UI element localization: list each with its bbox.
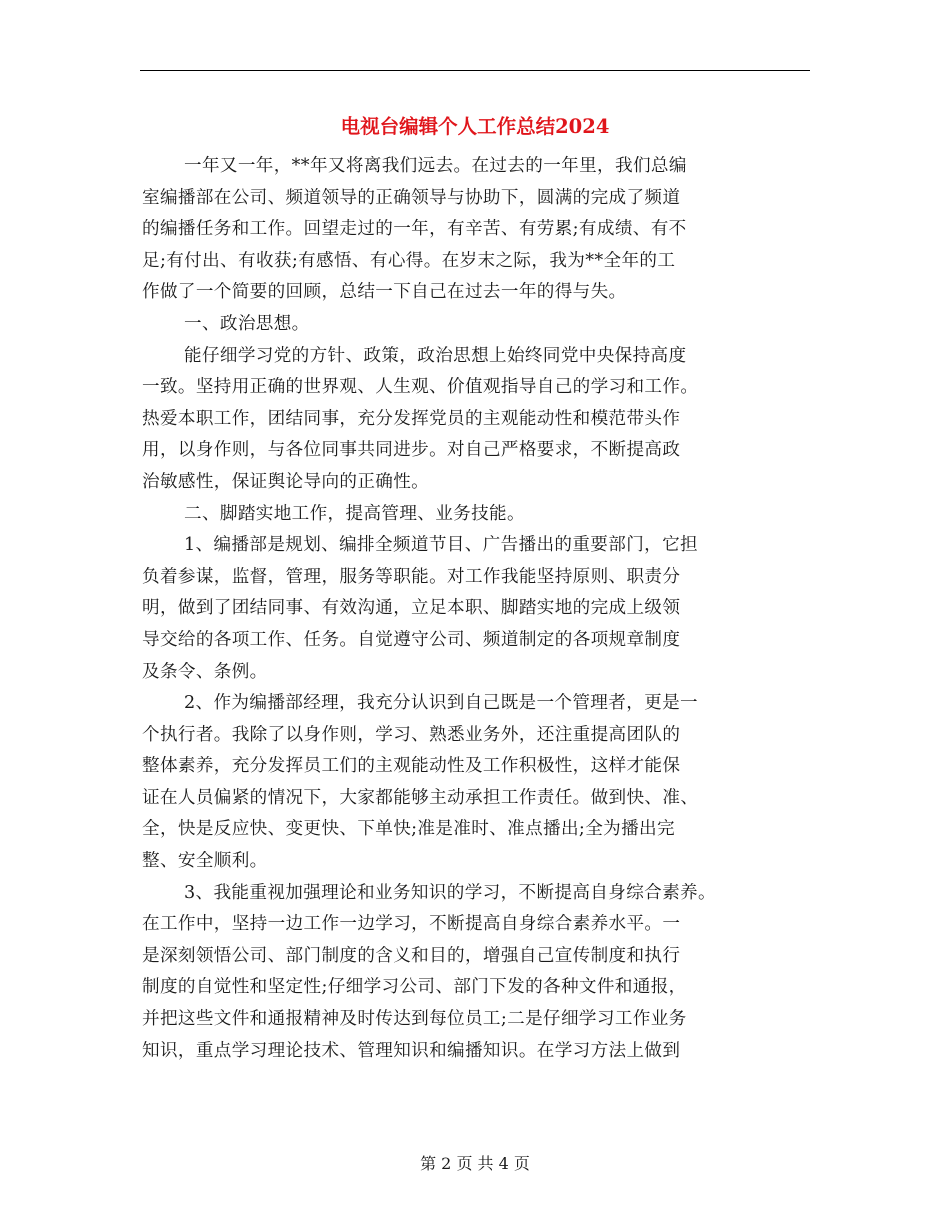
body-line: 治敏感性，保证舆论导向的正确性。: [142, 471, 430, 492]
body-line: 证在人员偏紧的情况下，大家都能够主动承担工作责任。做到快、准、: [142, 787, 699, 808]
document-body: [142, 151, 812, 1067]
body-line: 一、政治思想。: [184, 313, 310, 334]
document-title: 电视台编辑个人工作总结2024: [340, 115, 610, 138]
body-line: 一致。坚持用正确的世界观、人生观、价值观指导自己的学习和工作。: [142, 377, 699, 398]
body-line: 导交给的各项工作、任务。自觉遵守公司、频道制定的各项规章制度: [142, 629, 681, 650]
body-line: 明，做到了团结同事、有效沟通，立足本职、脚踏实地的完成上级领: [142, 598, 681, 619]
body-line: 知识，重点学习理论技术、管理知识和编播知识。在学习方法上做到: [142, 1040, 681, 1061]
page-number: 第 2 页 共 4 页: [420, 1154, 530, 1173]
body-line: 是深刻领悟公司、部门制度的含义和目的，增强自己宣传制度和执行: [142, 945, 681, 966]
body-line: 整体素养，充分发挥员工们的主观能动性及工作积极性，这样才能保: [142, 756, 681, 777]
body-line: 室编播部在公司、频道领导的正确领导与协助下，圆满的完成了频道: [142, 187, 681, 208]
body-line: 负着参谋，监督，管理，服务等职能。对工作我能坚持原则、职责分: [142, 566, 681, 587]
body-line: 用，以身作则，与各位同事共同进步。对自己严格要求，不断提高政: [142, 440, 681, 461]
body-line: 2、作为编播部经理，我充分认识到自己既是一个管理者，更是一: [184, 693, 698, 714]
body-line: 热爱本职工作，团结同事，充分发挥党员的主观能动性和模范带头作: [142, 408, 681, 429]
body-line: 足;有付出、有收获;有感悟、有心得。在岁末之际，我为**全年的工: [142, 250, 676, 271]
body-line: 整、安全顺利。: [142, 851, 268, 872]
body-line: 作做了一个简要的回顾，总结一下自己在过去一年的得与失。: [142, 282, 627, 303]
body-line: 并把这些文件和通报精神及时传达到每位员工;二是仔细学习工作业务: [142, 1009, 687, 1030]
header-rule: [140, 70, 810, 71]
body-line: 一年又一年，**年又将离我们远去。在过去的一年里，我们总编: [184, 156, 687, 176]
body-line: 制度的自觉性和坚定性;仔细学习公司、部门下发的各种文件和通报，: [142, 977, 687, 998]
body-line: 二、脚踏实地工作，提高管理、业务技能。: [184, 503, 525, 524]
body-line: 3、我能重视加强理论和业务知识的学习，不断提高自身综合素养。: [184, 882, 716, 903]
body-line: 及条令、条例。: [142, 661, 268, 682]
body-line: 1、编播部是规划、编排全频道节目、广告播出的重要部门，它担: [184, 535, 698, 556]
body-line: 个执行者。我除了以身作则，学习、熟悉业务外，还注重提高团队的: [142, 724, 681, 745]
body-line: 全，快是反应快、变更快、下单快;准是准时、准点播出;全为播出完: [142, 819, 675, 840]
body-line: 的编播任务和工作。回望走过的一年，有辛苦、有劳累;有成绩、有不: [142, 219, 687, 240]
body-line: 在工作中，坚持一边工作一边学习，不断提高自身综合素养水平。一: [142, 914, 681, 935]
body-line: 能仔细学习党的方针、政策，政治思想上始终同党中央保持高度: [184, 345, 687, 366]
